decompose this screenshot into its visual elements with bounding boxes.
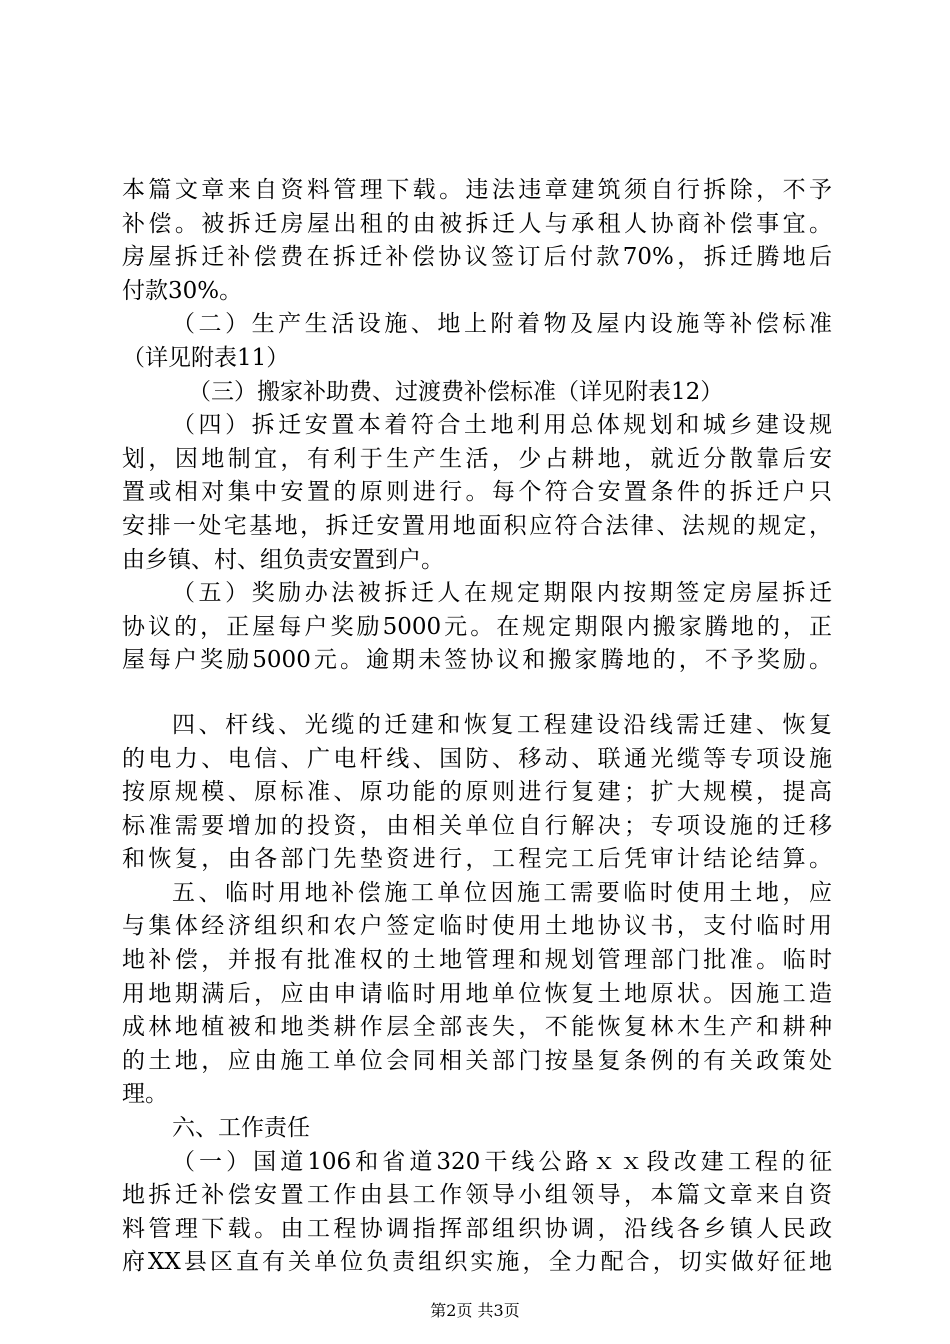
text-line: 与集体经济组织和农户签定临时使用土地协议书，支付临时用 bbox=[122, 913, 832, 940]
page-total: 共3页 bbox=[477, 1301, 520, 1320]
text-line: 料管理下载。由工程协调指挥部组织协调，沿线各乡镇人民政 bbox=[122, 1215, 832, 1242]
text-line: 标准需要增加的投资，由相关单位自行解决；专项设施的迁移 bbox=[122, 812, 832, 839]
text-line: （一）国道106和省道320干线公路ｘｘ段改建工程的征 bbox=[172, 1148, 832, 1175]
text-line: 协议的，正屋每户奖励5000元。在规定期限内搬家腾地的，正 bbox=[122, 613, 832, 640]
text-line: 府XX县区直有关单位负责组织实施，全力配合，切实做好征地 bbox=[122, 1249, 832, 1276]
text-line: 六、工作责任 bbox=[172, 1115, 310, 1142]
text-line: 四、杆线、光缆的迁建和恢复工程建设沿线需迁建、恢复 bbox=[172, 711, 832, 738]
text-line: 屋每户奖励5000元。逾期未签协议和搬家腾地的，不予奖励。 bbox=[122, 647, 832, 674]
paragraph-gap bbox=[122, 678, 832, 709]
text-line: 安排一处宅基地，拆迁安置用地面积应符合法律、法规的规定， bbox=[122, 512, 832, 539]
text-line: 五、临时用地补偿施工单位因施工需要临时使用土地，应 bbox=[172, 879, 832, 906]
text-line: 成林地植被和地类耕作层全部丧失，不能恢复林木生产和耕种 bbox=[122, 1014, 832, 1041]
text-line: （四）拆迁安置本着符合土地利用总体规划和城乡建设规 bbox=[172, 412, 832, 439]
text-line: （三）搬家补助费、过渡费补偿标准（详见附表12） bbox=[188, 378, 724, 405]
text-line: 地补偿，并报有批准权的土地管理和规划管理部门批准。临时 bbox=[122, 947, 832, 974]
text-line: 本篇文章来自资料管理下载。违法违章建筑须自行拆除，不予 bbox=[122, 177, 832, 203]
text-line: （二）生产生活设施、地上附着物及屋内设施等补偿标准 bbox=[172, 311, 832, 338]
page-footer bbox=[0, 1301, 950, 1321]
text-line: 的电力、电信、广电杆线、国防、移动、联通光缆等专项设施 bbox=[122, 745, 832, 772]
text-line: （五）奖励办法被拆迁人在规定期限内按期签定房屋拆迁 bbox=[172, 580, 832, 607]
text-line: （详见附表11） bbox=[122, 344, 290, 371]
text-line: 划，因地制宜，有利于生产生活，少占耕地，就近分散靠后安 bbox=[122, 445, 832, 472]
text-line: 由乡镇、村、组负责安置到户。 bbox=[122, 546, 444, 573]
text-line: 和恢复，由各部门先垫资进行，工程完工后凭审计结论结算。 bbox=[122, 846, 832, 873]
text-line: 按原规模、原标准、原功能的原则进行复建；扩大规模，提高 bbox=[122, 779, 832, 806]
text-line: 的土地，应由施工单位会同相关部门按垦复条例的有关政策处 bbox=[122, 1047, 832, 1074]
document-body bbox=[122, 174, 832, 1280]
text-line: 置或相对集中安置的原则进行。每个符合安置条件的拆迁户只 bbox=[122, 479, 832, 506]
text-line: 理。 bbox=[122, 1081, 168, 1108]
text-line: 房屋拆迁补偿费在拆迁补偿协议签订后付款70%，拆迁腾地后 bbox=[122, 244, 832, 271]
page-number: 第2页 bbox=[430, 1301, 473, 1320]
text-line: 付款30%。 bbox=[122, 277, 243, 304]
text-line: 补偿。被拆迁房屋出租的由被拆迁人与承租人协商补偿事宜。 bbox=[122, 210, 832, 237]
text-line: 用地期满后，应由申请临时用地单位恢复土地原状。因施工造 bbox=[122, 980, 832, 1007]
text-line: 地拆迁补偿安置工作由县工作领导小组领导，本篇文章来自资 bbox=[122, 1182, 832, 1209]
